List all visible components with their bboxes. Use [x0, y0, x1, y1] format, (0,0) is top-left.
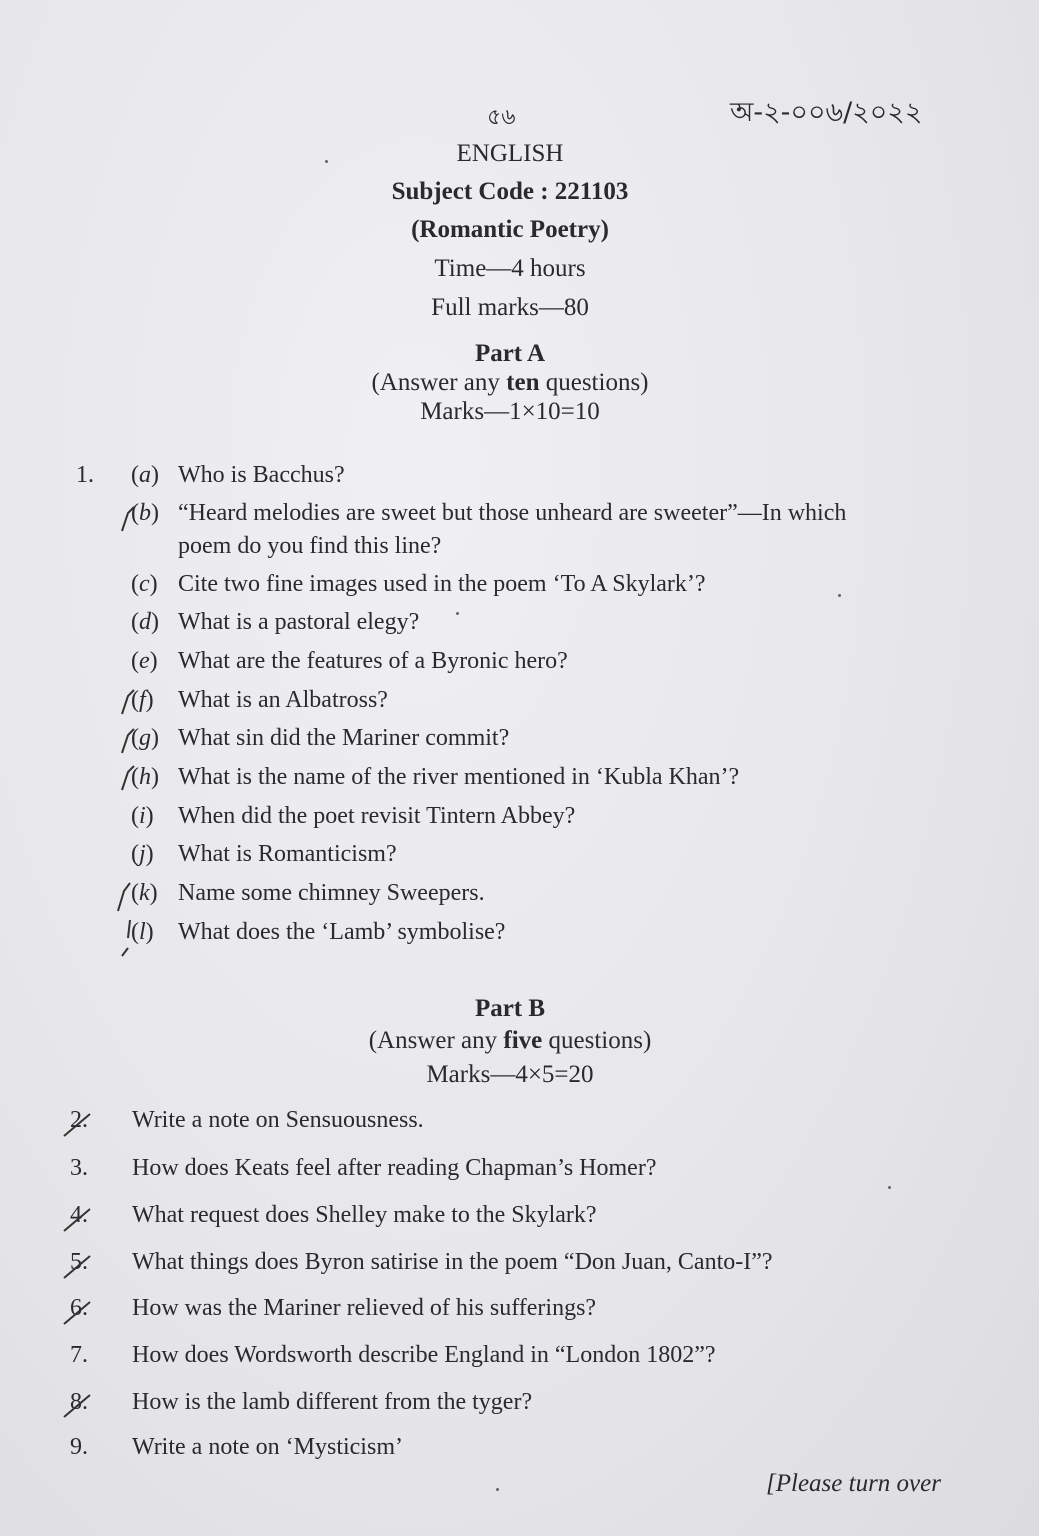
pen-tick-mark [60, 1391, 94, 1421]
question-letter: (d) [131, 609, 159, 635]
part-b-question-text: How does Wordsworth describe England in “London 1802”? [132, 1342, 716, 1368]
part-a-question-item [131, 919, 505, 946]
question-letter: (a) [131, 462, 159, 488]
time-allowed: Time—4 hours [434, 255, 586, 282]
question-letter: (i) [131, 803, 154, 829]
part-b-question-text: Write a note on Sensuousness. [132, 1107, 424, 1133]
pen-tick-mark [116, 918, 140, 960]
page-code: ৫৬ [487, 105, 516, 130]
part-a-title: Part A [474, 340, 546, 367]
pen-tick-mark [60, 1252, 94, 1282]
question-text: Cite two fine images used in the poem ‘To A Skylark’? [178, 571, 706, 597]
subject-code: Subject Code : 221103 [391, 178, 629, 205]
paper-title: (Romantic Poetry) [411, 216, 609, 243]
paper-speck [456, 612, 459, 615]
question-number: 9. [70, 1434, 88, 1460]
question-letter: (k) [131, 880, 158, 906]
part-b-title: Part B [474, 995, 546, 1022]
question-letter: (e) [131, 648, 158, 674]
question-letter: (j) [131, 841, 154, 867]
part-a-question-item [131, 803, 575, 830]
part-a-question-item [131, 841, 397, 868]
part-a-question-item [131, 609, 419, 636]
paper-speck [496, 1488, 499, 1491]
part-a-instruction: (Answer any ten questions) [371, 369, 649, 396]
part-b-question-text: What request does Shelley make to the Skylark? [132, 1202, 597, 1228]
question-text: “Heard melodies are sweet but those unheard are sweeter”—In which [178, 500, 847, 526]
question-letter: (b) [131, 500, 159, 526]
part-a-question-item [131, 687, 388, 714]
turn-over-note: [Please turn over [766, 1470, 941, 1497]
part-b-question-text: Write a note on ‘Mysticism’ [132, 1434, 403, 1460]
part-a-marks: Marks—1×10=10 [420, 398, 600, 425]
question-text: When did the poet revisit Tintern Abbey? [178, 803, 576, 829]
pen-tick-mark [118, 727, 142, 757]
full-marks: Full marks—80 [431, 294, 589, 321]
part-a-question-item [131, 462, 345, 489]
pen-tick-mark [60, 1110, 94, 1140]
part-a-question-item [131, 764, 739, 791]
question-letter: (f) [131, 687, 154, 713]
question-text: Who is Bacchus? [178, 462, 345, 488]
question-number: 3. [70, 1155, 88, 1181]
question-letter: (g) [131, 725, 159, 751]
question-text: What is an Albatross? [178, 687, 388, 713]
question-text: What sin did the Mariner commit? [178, 725, 510, 751]
part-a-question-item [131, 500, 846, 527]
question-text: What is Romanticism? [178, 841, 397, 867]
pen-tick-mark [118, 505, 142, 535]
pen-tick-mark [60, 1298, 94, 1328]
question-number: 6. [70, 1295, 88, 1321]
question-number: 4. [70, 1202, 88, 1228]
part-a-question-item [131, 571, 706, 598]
subject-title: ENGLISH [456, 140, 564, 167]
paper-speck [325, 160, 328, 163]
paper-code: অ-২-০০৬/২০২২ [730, 97, 923, 128]
part-b-marks: Marks—4×5=20 [426, 1061, 594, 1088]
pen-tick-mark [118, 688, 142, 718]
question-text: What is a pastoral elegy? [178, 609, 420, 635]
part-b-question-text: How is the lamb different from the tyger? [132, 1389, 533, 1415]
question-letter: (h) [131, 764, 159, 790]
part-a-question-item [131, 880, 485, 907]
part-b-question-text: What things does Byron satirise in the poem “Don Juan, Canto-I”? [132, 1249, 773, 1275]
question-number: 5. [70, 1249, 88, 1275]
question-number: 7. [70, 1342, 88, 1368]
question-number: 2. [70, 1107, 88, 1133]
question-text: Name some chimney Sweepers. [178, 880, 485, 906]
paper-speck [888, 1186, 891, 1189]
question-letter: (c) [131, 571, 158, 597]
paper-speck [838, 594, 841, 597]
part-b-instruction: (Answer any five questions) [368, 1027, 652, 1054]
part-a-question-item [131, 648, 568, 675]
part-b-question-text: How was the Mariner relieved of his sufferings? [132, 1295, 597, 1321]
question-text-continued: poem do you find this line? [178, 533, 442, 559]
pen-tick-mark [114, 881, 138, 915]
part-a-question-item [131, 725, 509, 752]
part-b-question-text: How does Keats feel after reading Chapman’s Homer? [132, 1155, 657, 1181]
pen-tick-mark [118, 764, 142, 794]
pen-tick-mark [60, 1205, 94, 1235]
question-text: What is the name of the river mentioned in ‘Kubla Khan’? [178, 764, 740, 790]
question-number: 8. [70, 1389, 88, 1415]
question-text: What does the ‘Lamb’ symbolise? [178, 919, 506, 945]
question-text: What are the features of a Byronic hero? [178, 648, 568, 674]
question-number: 1. [76, 462, 94, 488]
question-letter: (l) [131, 919, 154, 945]
